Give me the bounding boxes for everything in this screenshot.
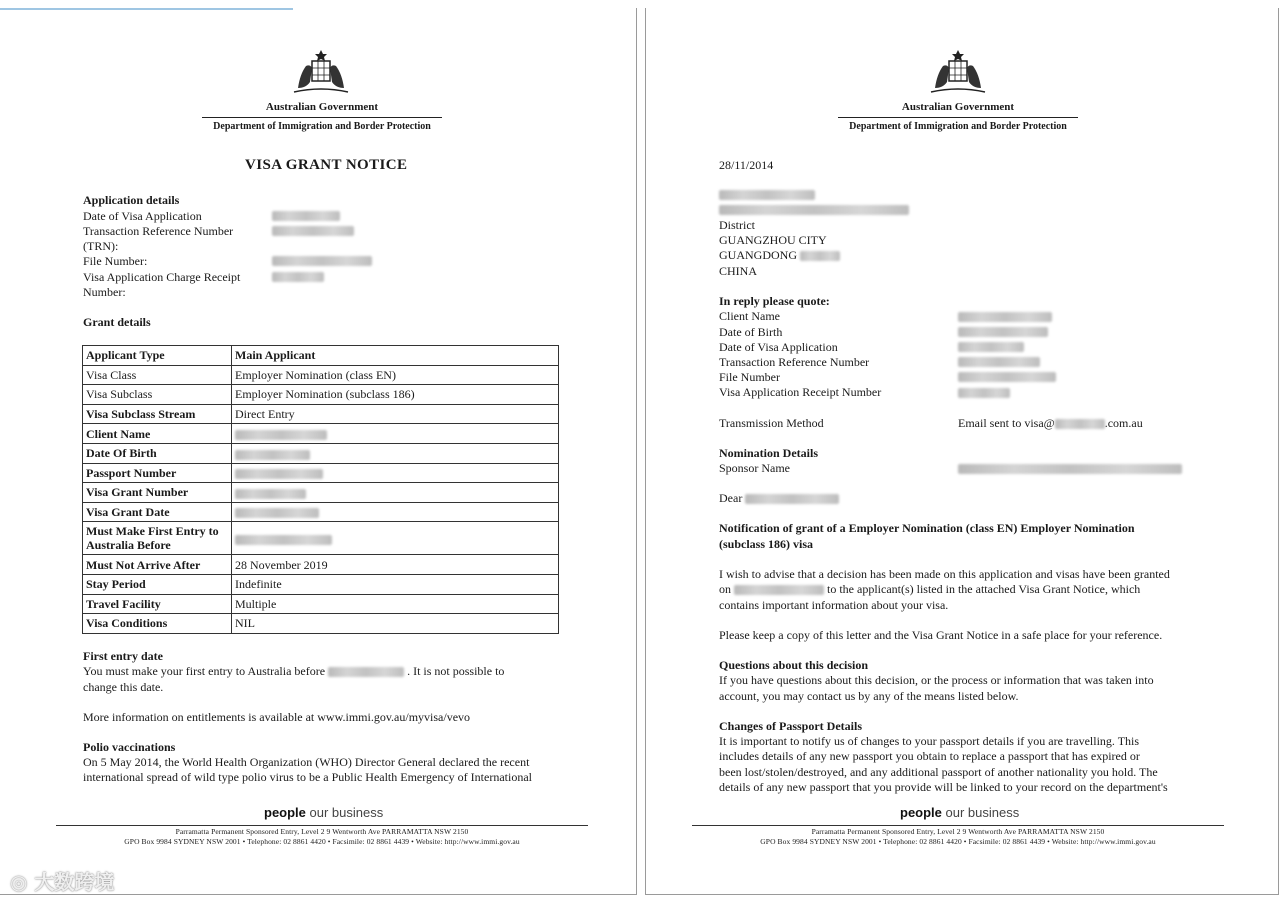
redacted-value bbox=[745, 494, 839, 504]
grant-details-table bbox=[82, 345, 559, 634]
grant-letter-page bbox=[645, 8, 1279, 895]
grant-details-heading: Grant details bbox=[83, 315, 151, 329]
polio-heading: Polio vaccinations bbox=[83, 740, 176, 754]
grant-table-row bbox=[83, 424, 559, 444]
letter-date: 28/11/2014 bbox=[719, 158, 774, 172]
reply-dob-label: Date of Birth bbox=[719, 325, 783, 339]
address-country: CHINA bbox=[719, 264, 757, 278]
grant-row-value: Indefinite bbox=[232, 574, 559, 594]
grant-row-value: Employer Nomination (class EN) bbox=[232, 365, 559, 385]
redacted-value bbox=[800, 251, 840, 261]
footer-contact: GPO Box 9984 SYDNEY NSW 2001 • Telephone: 02 8861 4420 • Facsimile: 02 8861 4439 • Website: http://www.immi.gov.au bbox=[760, 837, 1156, 846]
grant-row-label: Visa Grant Date bbox=[83, 502, 232, 522]
grant-table-row bbox=[83, 404, 559, 424]
top-accent-line bbox=[0, 8, 293, 10]
notification-heading: Notification of grant of a Employer Nomination (class EN) Employer Nomination bbox=[719, 521, 1135, 535]
advise-line-2: on to the applicant(s) listed in the attached Visa Grant Notice, which bbox=[719, 582, 1141, 596]
redacted-street-address bbox=[719, 205, 909, 215]
date-of-application-label: Date of Visa Application bbox=[83, 209, 202, 223]
page-title: VISA GRANT NOTICE bbox=[245, 157, 408, 173]
coat-of-arms-icon bbox=[925, 48, 991, 96]
passport-changes-heading: Changes of Passport Details bbox=[719, 719, 862, 733]
passport-line-2: includes details of any new passport you obtain to replace a passport that has expired or bbox=[719, 749, 1140, 763]
reply-application-date-label: Date of Visa Application bbox=[719, 340, 838, 354]
grant-row-value bbox=[232, 483, 559, 503]
sponsor-name-label: Sponsor Name bbox=[719, 461, 790, 475]
footer-brand: people our business bbox=[900, 805, 1020, 820]
questions-line-1: If you have questions about this decision, or the process or information that was taken into bbox=[719, 673, 1154, 687]
grant-row-label: Visa Subclass Stream bbox=[83, 404, 232, 424]
redacted-value bbox=[235, 489, 306, 499]
redacted-value bbox=[1055, 419, 1105, 429]
grant-row-value bbox=[232, 443, 559, 463]
grant-row-label: Must Not Arrive After bbox=[83, 555, 232, 575]
grant-row-value: Multiple bbox=[232, 594, 559, 614]
footer-brand: people our business bbox=[264, 805, 384, 820]
receipt-number-label: Visa Application Charge Receipt bbox=[83, 270, 241, 284]
redacted-value bbox=[958, 388, 1010, 398]
redacted-value bbox=[272, 272, 324, 282]
grant-table-row bbox=[83, 502, 559, 522]
grant-row-label: Passport Number bbox=[83, 463, 232, 483]
redacted-value bbox=[272, 256, 372, 266]
application-details-heading: Application details bbox=[83, 193, 180, 207]
receipt-number-label-cont: Number: bbox=[83, 285, 126, 299]
redacted-value bbox=[958, 357, 1040, 367]
first-entry-text-cont: change this date. bbox=[83, 680, 164, 694]
passport-line-4: details of any new passport that you provide will be linked to your record on the department's bbox=[719, 780, 1168, 794]
redacted-value bbox=[958, 312, 1052, 322]
grant-row-label: Applicant Type bbox=[83, 346, 232, 366]
grant-table-row bbox=[83, 443, 559, 463]
grant-table-row bbox=[83, 346, 559, 366]
grant-row-value: NIL bbox=[232, 614, 559, 634]
notification-heading-cont: (subclass 186) visa bbox=[719, 537, 814, 551]
grant-row-value bbox=[232, 463, 559, 483]
questions-heading: Questions about this decision bbox=[719, 658, 869, 672]
redacted-recipient-name bbox=[719, 190, 815, 200]
more-info-text: More information on entitlements is available at www.immi.gov.au/myvisa/vevo bbox=[83, 710, 471, 724]
polio-text-2: international spread of wild type polio virus to be a Public Health Emergency of International bbox=[83, 770, 532, 784]
redacted-date bbox=[328, 667, 404, 677]
footer-address: Parramatta Permanent Sponsored Entry, Level 2 9 Wentworth Ave PARRAMATTA NSW 2150 bbox=[811, 827, 1105, 836]
grant-row-label: Visa Conditions bbox=[83, 614, 232, 634]
reply-trn-label: Transaction Reference Number bbox=[719, 355, 870, 369]
redacted-date bbox=[734, 585, 824, 595]
redacted-value bbox=[272, 226, 354, 236]
reply-receipt-label: Visa Application Receipt Number bbox=[719, 385, 882, 399]
keep-copy-text: Please keep a copy of this letter and the Visa Grant Notice in a safe place for your reference. bbox=[719, 628, 1163, 642]
address-city: GUANGZHOU CITY bbox=[719, 233, 827, 247]
redacted-value bbox=[235, 430, 327, 440]
gov-name: Australian Government bbox=[265, 101, 379, 113]
footer-divider bbox=[56, 825, 588, 826]
grant-row-value: 28 November 2019 bbox=[232, 555, 559, 575]
reply-file-number-label: File Number bbox=[719, 370, 780, 384]
grant-row-value: Direct Entry bbox=[232, 404, 559, 424]
grant-row-label: Client Name bbox=[83, 424, 232, 444]
reply-client-name-label: Client Name bbox=[719, 309, 780, 323]
transmission-method-value: Email sent to visa@ .com.au bbox=[958, 416, 1143, 430]
grant-row-label: Date Of Birth bbox=[83, 443, 232, 463]
header-divider bbox=[202, 117, 442, 118]
grant-table-row bbox=[83, 594, 559, 614]
watermark-icon: ◎ bbox=[10, 870, 35, 894]
advise-line-1: I wish to advise that a decision has been made on this application and visas have been granted bbox=[719, 567, 1170, 581]
header-divider bbox=[838, 117, 1078, 118]
first-entry-heading: First entry date bbox=[83, 649, 163, 663]
grant-table-row bbox=[83, 365, 559, 385]
grant-row-value: Employer Nomination (subclass 186) bbox=[232, 385, 559, 405]
grant-row-label: Travel Facility bbox=[83, 594, 232, 614]
grant-table-row bbox=[83, 483, 559, 503]
file-number-label: File Number: bbox=[83, 254, 148, 268]
passport-line-3: been lost/stolen/destroyed, and any additional passport of another nationality you hold. The bbox=[719, 765, 1158, 779]
grant-row-value bbox=[232, 522, 559, 555]
grant-table-row bbox=[83, 522, 559, 555]
redacted-value bbox=[235, 469, 323, 479]
redacted-value bbox=[958, 342, 1024, 352]
redacted-value bbox=[958, 327, 1048, 337]
questions-line-2: account, you may contact us by any of the means listed below. bbox=[719, 689, 1019, 703]
grant-row-value bbox=[232, 502, 559, 522]
grant-row-label: Stay Period bbox=[83, 574, 232, 594]
redacted-value bbox=[235, 535, 332, 545]
grant-table-row bbox=[83, 385, 559, 405]
grant-row-value: Main Applicant bbox=[232, 346, 559, 366]
grant-table-row bbox=[83, 614, 559, 634]
redacted-sponsor-name bbox=[958, 464, 1182, 474]
department-name: Department of Immigration and Border Protection bbox=[849, 121, 1067, 132]
advise-line-3: contains important information about your visa. bbox=[719, 598, 949, 612]
grant-row-label: Visa Class bbox=[83, 365, 232, 385]
redacted-value bbox=[235, 450, 310, 460]
footer-divider bbox=[692, 825, 1224, 826]
reply-quote-heading: In reply please quote: bbox=[719, 294, 830, 308]
first-entry-text: You must make your first entry to Australia before . It is not possible to bbox=[83, 664, 505, 678]
transmission-method-label: Transmission Method bbox=[719, 416, 824, 430]
salutation: Dear bbox=[719, 491, 839, 506]
trn-label-cont: (TRN): bbox=[83, 239, 119, 253]
trn-label: Transaction Reference Number bbox=[83, 224, 234, 238]
grant-row-label: Visa Subclass bbox=[83, 385, 232, 405]
grant-table-row bbox=[83, 463, 559, 483]
address-province: GUANGDONG bbox=[719, 248, 840, 263]
grant-row-label: Visa Grant Number bbox=[83, 483, 232, 503]
watermark-logo: ◎ 大数跨境 bbox=[10, 870, 115, 894]
grant-table-row bbox=[83, 574, 559, 594]
grant-row-value bbox=[232, 424, 559, 444]
coat-of-arms-icon bbox=[288, 48, 354, 96]
redacted-value bbox=[272, 211, 340, 221]
footer-address: Parramatta Permanent Sponsored Entry, Level 2 9 Wentworth Ave PARRAMATTA NSW 2150 bbox=[175, 827, 469, 836]
passport-line-1: It is important to notify us of changes to your passport details if you are travelling. This bbox=[719, 734, 1140, 748]
grant-table-row bbox=[83, 555, 559, 575]
nomination-heading: Nomination Details bbox=[719, 446, 818, 460]
gov-name: Australian Government bbox=[901, 101, 1015, 113]
grant-row-label: Must Make First Entry to Australia Before bbox=[83, 522, 232, 555]
redacted-value bbox=[958, 372, 1056, 382]
polio-text-1: On 5 May 2014, the World Health Organization (WHO) Director General declared the recent bbox=[83, 755, 530, 769]
redacted-value bbox=[235, 508, 319, 518]
visa-grant-notice-page bbox=[0, 8, 637, 895]
department-name: Department of Immigration and Border Protection bbox=[213, 121, 431, 132]
address-district: District bbox=[719, 218, 755, 232]
footer-contact: GPO Box 9984 SYDNEY NSW 2001 • Telephone: 02 8861 4420 • Facsimile: 02 8861 4439 • Website: http://www.immi.gov.au bbox=[124, 837, 520, 846]
